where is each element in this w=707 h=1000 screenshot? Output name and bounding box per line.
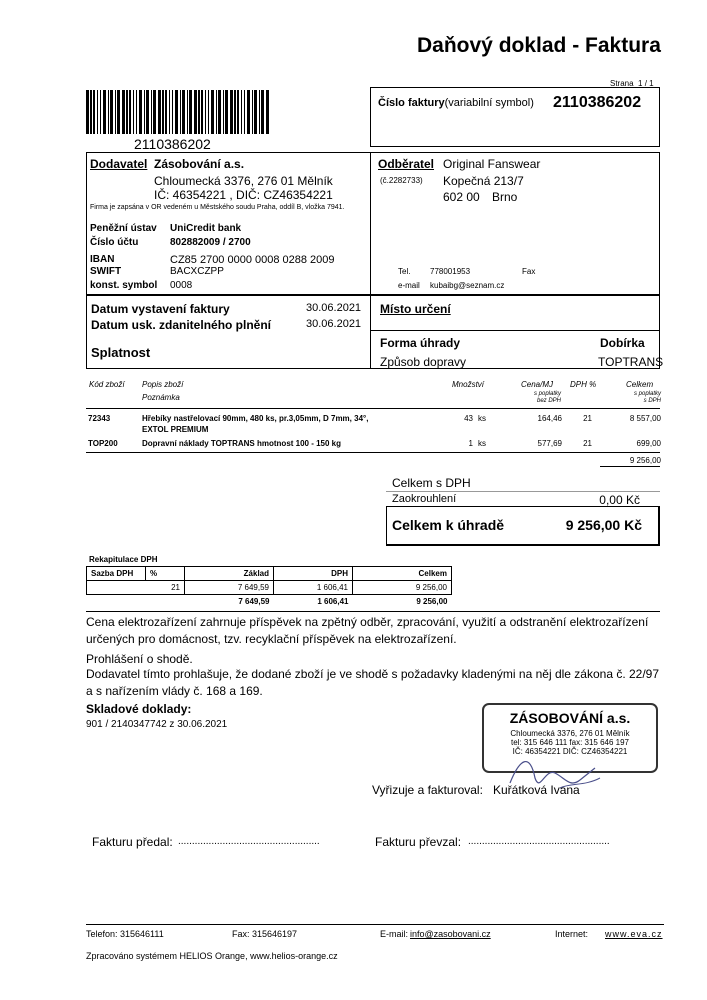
rounding-value: 0,00 Kč (599, 493, 640, 507)
item-total: 8 557,00 (629, 414, 661, 423)
parties-divider (370, 152, 371, 295)
vat-recap-header (87, 567, 452, 581)
received-label: Fakturu převzal: (375, 835, 462, 849)
shipping-value: TOPTRANS (598, 355, 664, 369)
col-vat: DPH % (570, 380, 597, 389)
account-number: 802882009 / 2700 (170, 237, 251, 248)
invoice-number: 2110386202 (553, 94, 642, 111)
constant-symbol-label: konst. symbol (90, 280, 158, 291)
item-price: 164,46 (537, 414, 562, 423)
total-with-vat-label: Celkem s DPH (392, 476, 471, 490)
supplier-label: Dodavatel (90, 157, 148, 171)
stamp-address: Chloumecká 3376, 276 01 Mělník (510, 729, 630, 738)
shipping-label: Způsob dopravy (380, 355, 467, 369)
item-code: TOP200 (88, 439, 118, 448)
destination-label: Místo určení (380, 302, 451, 316)
totals-line (386, 491, 660, 492)
bank-label: Peněžní ústav (90, 223, 157, 234)
amount-due-value: 9 256,00 Kč (565, 517, 642, 533)
items-sum: 9 256,00 (629, 456, 661, 465)
vat-header-vat: DPH (274, 567, 353, 581)
footer-fax: Fax: 315646197 (232, 929, 298, 939)
col-price: Cena/MJ (521, 380, 554, 389)
vat-header-total: Celkem (353, 567, 452, 581)
col-desc: Popis zboží (142, 380, 184, 389)
page-number: 1 / 1 (638, 79, 654, 88)
received-dots: ................................................... (468, 836, 610, 847)
footer-email-link[interactable]: info@zasobovani.cz (410, 929, 491, 939)
stamp-name: ZÁSOBOVÁNÍ a.s. (509, 710, 631, 726)
item-qty: 1 (468, 439, 473, 448)
footer-system: Zpracováno systémem HELIOS Orange, www.helios-orange.cz (86, 951, 338, 961)
handover-label: Fakturu předal: (92, 835, 173, 849)
invoice-number-label-text: Číslo faktury (378, 97, 445, 109)
item-vat: 21 (583, 414, 592, 423)
sum-underline (600, 466, 660, 467)
item-desc: Dopravní náklady TOPTRANS hmotnost 100 - 150 kg (142, 439, 342, 448)
warehouse-docs: 901 / 2140347742 z 30.06.2021 (86, 719, 228, 730)
customer-label: Odběratel (378, 157, 435, 171)
payment-method-value: Dobírka (600, 336, 645, 350)
item-price: 577,69 (537, 439, 562, 448)
items-header-line (86, 408, 660, 409)
col-total-sub2: s DPH (643, 398, 661, 404)
col-note: Poznámka (142, 393, 180, 402)
stamp-ids: IČ: 46354221 DIČ: CZ46354221 (512, 747, 628, 756)
payment-divider (370, 330, 660, 331)
customer-tel-label: Tel. (398, 267, 411, 276)
vat-header-percent: % (146, 567, 185, 581)
customer-fax-label: Fax (522, 267, 536, 276)
tax-date: 30.06.2021 (306, 318, 362, 330)
stamp-phone: tel: 315 646 111 fax: 315 646 197 (510, 738, 630, 747)
footer-web-label: Internet: (555, 929, 589, 939)
account-label: Číslo účtu (90, 237, 139, 248)
handled-by-name: Kuřátková Ivana (493, 783, 580, 797)
footer-web-link[interactable]: www.eva.cz (605, 929, 663, 939)
swift-label: SWIFT (90, 266, 122, 277)
customer-email-label: e-mail (398, 281, 420, 290)
barcode (86, 90, 272, 137)
invoice-number-sublabel: (variabilní symbol) (444, 97, 534, 109)
vat-row-total: 9 256,00 (353, 581, 452, 595)
col-price-sub1: s poplatky (533, 391, 561, 397)
col-code: Kód zboží (89, 380, 125, 389)
invoice-number-label (378, 97, 534, 109)
customer-tel: 778001953 (430, 267, 471, 276)
conformity-note: Dodavatel tímto prohlašuje, že dodané zboží je ve shodě s požadavky kladenými na něj dle zákona č. 22/97 a s nařízením vlády č. 168 a 169. (86, 667, 660, 698)
iban-value: CZ85 2700 0000 0008 0288 2009 (170, 254, 335, 266)
document-title: Daňový doklad - Faktura (417, 34, 661, 57)
vat-recap-row (87, 581, 452, 595)
supplier-registry: Firma je zapsána v OR vedeném u Městského soudu Praha, oddíl B, vložka 7941. (90, 204, 345, 211)
rounding-label: Zaokrouhlení (392, 493, 457, 505)
due-date-label: Splatnost (91, 345, 151, 360)
vat-sum-base: 7 649,59 (238, 597, 270, 606)
recycling-note: Cena elektrozařízení zahrnuje příspěvek na zpětný odběr, zpracování, využití a odstranění elektrozařízení určených pro domácnost, tzv. recyklační příspěvek na elektrozařízení. (86, 615, 649, 646)
vat-recap-title: Rekapitulace DPH (89, 555, 158, 564)
vat-row-vat: 1 606,41 (274, 581, 353, 595)
handover-dots: ................................................... (178, 836, 320, 847)
item-code: 72343 (88, 414, 111, 423)
item-unit: ks (478, 414, 486, 423)
constant-symbol-value: 0008 (170, 280, 193, 291)
vat-sum-vat: 1 606,41 (317, 597, 349, 606)
issue-date-label: Datum vystavení faktury (91, 302, 230, 316)
handled-by-label: Vyřizuje a fakturoval: (372, 783, 483, 797)
items-bottom-line (86, 452, 660, 453)
notes-line (86, 611, 660, 612)
bank-name: UniCredit bank (170, 223, 242, 234)
conformity-title: Prohlášení o shodě. (86, 652, 193, 666)
swift-value: BACXCZPP (170, 266, 224, 277)
vat-recap-sum (87, 595, 452, 609)
footer-line (86, 924, 664, 925)
vat-recap-table (86, 566, 452, 608)
vat-sum-spacer (87, 595, 185, 609)
col-total-sub1: s poplatky (633, 391, 661, 397)
customer-name: Original Fanswear (443, 157, 541, 171)
vat-row-base: 7 649,59 (185, 581, 274, 595)
footer-email-label: E-mail: (380, 929, 409, 939)
customer-number: (č.2282733) (380, 176, 423, 185)
customer-email: kubaibg@seznam.cz (430, 281, 505, 290)
supplier-address: Chloumecká 3376, 276 01 Mělník (154, 174, 333, 188)
vat-sum-total: 9 256,00 (416, 597, 448, 606)
supplier-name: Zásobování a.s. (154, 157, 245, 171)
vat-row-rate: 21 (87, 581, 185, 595)
col-price-sub2: bez DPH (536, 398, 561, 404)
barcode-number: 2110386202 (134, 136, 211, 152)
vat-header-base: Základ (185, 567, 274, 581)
warehouse-title: Skladové doklady: (86, 702, 192, 716)
item-desc-2: EXTOL PREMIUM (142, 425, 209, 434)
page-label-text: Strana (610, 79, 634, 88)
supplier-ids: IČ: 46354221 , DIČ: CZ46354221 (154, 188, 333, 202)
col-total: Celkem (626, 380, 654, 389)
item-desc: Hřebíky nastřelovací 90mm, 480 ks, pr.3,05mm, D 7mm, 34°, (142, 414, 369, 423)
customer-street: Kopečná 213/7 (443, 174, 524, 188)
amount-due-label: Celkem k úhradě (392, 517, 505, 533)
customer-city: Brno (492, 190, 518, 204)
customer-zip: 602 00 (443, 190, 480, 204)
iban-label: IBAN (90, 254, 115, 265)
tax-date-label: Datum usk. zdanitelného plnění (91, 318, 272, 332)
footer-phone: Telefon: 315646111 (86, 929, 164, 939)
issue-date: 30.06.2021 (306, 302, 362, 314)
col-qty: Množství (452, 380, 485, 389)
item-vat: 21 (583, 439, 592, 448)
vat-header-rate: Sazba DPH (87, 567, 146, 581)
item-qty: 43 (464, 414, 473, 423)
item-unit: ks (478, 439, 486, 448)
payment-method-label: Forma úhrady (380, 336, 461, 350)
item-total: 699,00 (636, 439, 661, 448)
